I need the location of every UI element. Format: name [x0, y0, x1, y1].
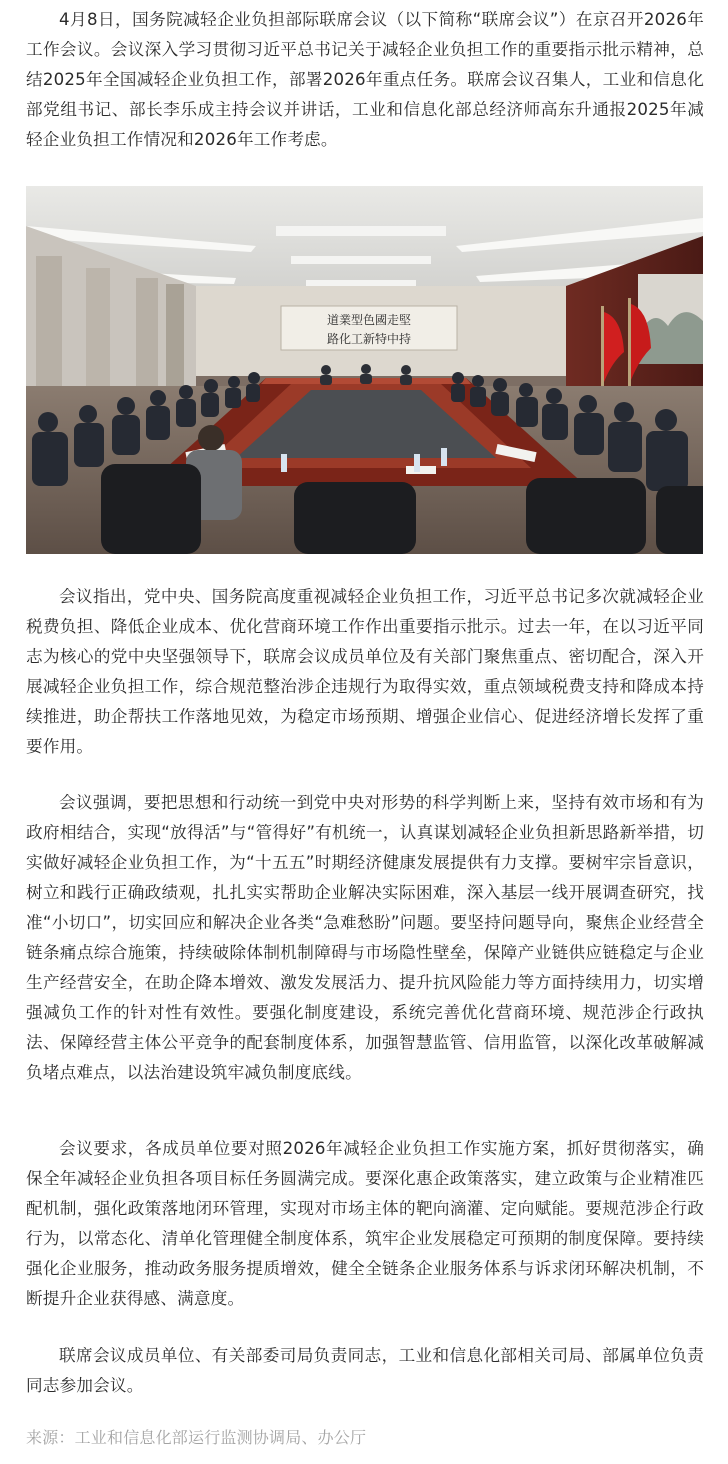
meeting-photo [26, 186, 703, 554]
paragraph-5: 联席会议成员单位、有关部委司局负责同志，工业和信息化部相关司局、部属单位负责同志参加会议。 [26, 1346, 704, 1395]
source-line: 来源：工业和信息化部运行监测协调局、办公厅 [26, 1428, 367, 1447]
banner-top-text: 道業型色國走堅 [326, 313, 412, 327]
paragraph-2: 会议指出，党中央、国务院高度重视减轻企业负担工作，习近平总书记多次就减轻企业税费负担、降低企业成本、优化营商环境工作作出重要指示批示。过去一年，在以习近平同志为核心的党中央坚强领导下，联席会议成员单位及有关部门聚焦重点、密切配合，深入开展减轻企业负担工作，综合规范整治涉企违规行为取得实效，重点领域税费支持和降成本持续推进，助企帮扶工作落地见效，为稳定市场预期、增强企业信心、促进经济增长发挥了重要作用。 [26, 587, 704, 756]
paragraph-4: 会议要求，各成员单位要对照2026年减轻企业负担工作实施方案，抓好贯彻落实，确保全年减轻企业负担各项目标任务圆满完成。要深化惠企政策落实，建立政策与企业精准匹配机制，强化政策落地闭环管理，实现对市场主体的靶向滴灌、定向赋能。要规范涉企行政行为，以常态化、清单化管理健全制度体系，筑牢企业发展稳定可预期的制度保障。要持续强化企业服务，推动政务服务提质增效，健全全链条企业服务体系与诉求闭环解决机制，不断提升企业获得感、满意度。 [26, 1139, 704, 1308]
banner-bottom-text: 路化工新特中持 [326, 332, 412, 346]
paragraph-3: 会议强调，要把思想和行动统一到党中央对形势的科学判断上来，坚持有效市场和有为政府相结合，实现“放得活”与“管得好”有机统一，认真谋划减轻企业负担新思路新举措，切实做好减轻企业负担工作，为“十五五”时期经济健康发展提供有力支撑。要树牢宗旨意识，树立和践行正确政绩观，扎扎实实帮助企业解决实际困难，深入基层一线开展调查研究，找准“小切口”，切实回应和解决企业各类“急难愁盼”问题。要坚持问题导向，聚焦企业经营全链条痛点综合施策，持续破除体制机制障碍与市场隐性壁垒，保障产业链供应链稳定与企业生产经营安全，在助企降本增效、激发发展活力、提升抗风险能力等方面持续用力，切实增强减负工作的针对性有效性。要强化制度建设，系统完善优化营商环境、规范涉企行政执法、保障经营主体公平竞争的配套制度体系，加强智慧监管、信用监管，以深化改革破解减负堵点难点，以法治建设筑牢减负制度底线。 [26, 793, 704, 1082]
paragraph-1: 4月8日，国务院减轻企业负担部际联席会议（以下简称“联席会议”）在京召开2026年工作会议。会议深入学习贯彻习近平总书记关于减轻企业负担工作的重要指示批示精神，总结2025年全国减轻企业负担工作，部署2026年重点任务。联席会议召集人，工业和信息化部党组书记、部长李乐成主持会议并讲话，工业和信息化部总经济师高东升通报2025年减轻企业负担工作情况和2026年工作考虑。 [26, 10, 704, 149]
